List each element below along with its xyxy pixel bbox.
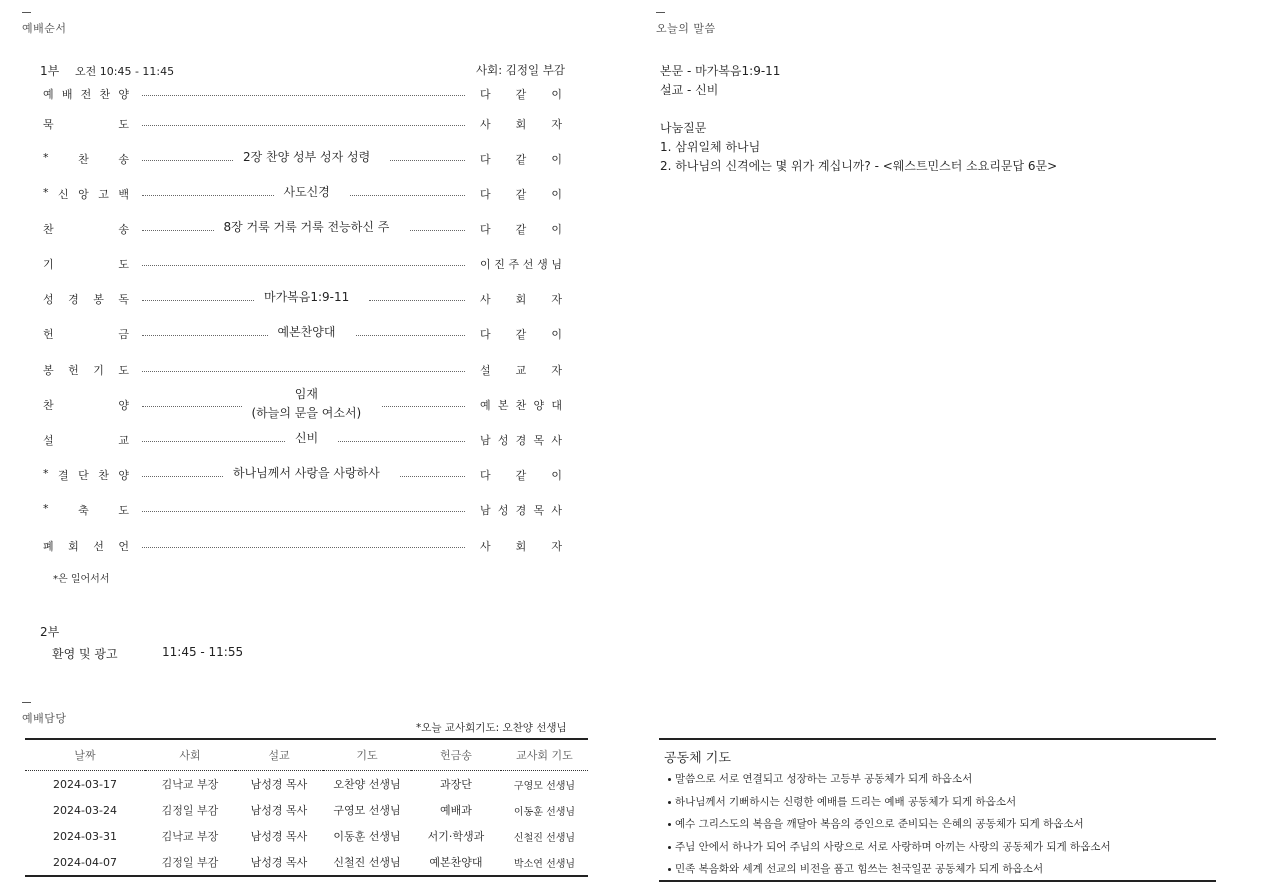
leader-dots [142, 300, 254, 301]
section-mark [22, 12, 31, 13]
order-item-leader: 예 본 찬 양 대 [480, 399, 562, 412]
section-mark [656, 12, 665, 13]
order-item-content-text: 마가복음1:9-11 [264, 290, 350, 304]
order-row [43, 256, 565, 272]
community-prayer-box [659, 738, 1216, 882]
leader-dots [142, 511, 465, 512]
table-cell: 서기·학생과 [427, 830, 485, 843]
table-cell: 오찬양 선생님 [333, 778, 401, 791]
order-item-content [224, 218, 390, 235]
scripture-text: 본문 - 마가복음1:9-11 [660, 64, 781, 78]
order-item-label: 헌 금 [43, 328, 129, 341]
table-cell: 2024-03-24 [53, 803, 117, 817]
table-row [25, 823, 588, 849]
table-cell: 2024-03-31 [53, 829, 117, 843]
table-cell: 김정일 부감 [161, 804, 219, 817]
table-cell: 2024-04-07 [53, 855, 117, 869]
order-item-label: 폐 회 선 언 [43, 540, 129, 553]
order-item-content [284, 183, 330, 200]
order-item-label: 예 배 전 찬 양 [43, 88, 129, 101]
order-row [43, 467, 565, 483]
order-item-label: 기 도 [43, 258, 129, 271]
table-cell: 2024-03-17 [53, 777, 117, 791]
table-cell: 김정일 부감 [161, 856, 219, 869]
order-item-leader: 다 같 이 [480, 88, 562, 101]
teacher-prayer-note: *오늘 교사회기도: 오찬양 선생님 [416, 722, 567, 734]
leader-dots [142, 230, 214, 231]
order-item-leader: 다 같 이 [480, 469, 562, 482]
questions-title: 나눔질문 [660, 121, 707, 135]
order-row [43, 502, 565, 518]
word-section-title: 오늘의 말씀 [656, 22, 716, 35]
leader-dots [142, 160, 233, 161]
order-item-content-text: 임재 [294, 387, 318, 401]
leader-dots [142, 125, 465, 126]
part2-item: 환영 및 광고 [52, 647, 118, 661]
order-item-content-text: 사도신경 [283, 185, 330, 199]
duty-table [25, 738, 588, 877]
order-item-leader: 다 같 이 [480, 153, 562, 166]
leader-dots [410, 230, 466, 231]
leader-dots [369, 300, 465, 301]
order-row [43, 221, 565, 237]
order-item-label: * 축 도 [43, 502, 129, 517]
leader-dots [142, 195, 274, 196]
order-row [43, 362, 565, 378]
question-1: 1. 삼위일체 하나님 [660, 140, 761, 154]
table-cell: 남성경 목사 [250, 804, 308, 817]
leader-dots [382, 406, 466, 407]
question-2: 2. 하나님의 신격에는 몇 위가 계십니까? - <웨스트민스터 소요리문답 6문> [660, 159, 1058, 173]
order-item-content [264, 288, 349, 305]
order-item-content-text: 하나님께서 사랑을 사랑하사 [233, 466, 380, 480]
part1-label: 1부 [40, 64, 60, 78]
table-cell: 남성경 목사 [250, 778, 308, 791]
order-row [43, 86, 565, 102]
table-header-row [25, 739, 588, 771]
order-item-content-text: 2장 찬양 성부 성자 성령 [243, 150, 371, 164]
order-item-leader: 사 회 자 [480, 540, 562, 553]
community-prayer-item: 민족 복음화와 세계 선교의 비전을 품고 힘쓰는 천국일꾼 공동체가 되게 하옵소서 [659, 858, 1216, 881]
table-cell: 신철진 선생님 [333, 856, 401, 869]
order-row [43, 538, 565, 554]
leader-dots [142, 371, 465, 372]
order-item-label: 묵 도 [43, 118, 129, 131]
table-cell: 김낙교 부장 [161, 778, 219, 791]
leader-dots [350, 195, 466, 196]
community-prayer-list [659, 768, 1216, 881]
header-prayer: 기도 [323, 739, 411, 771]
order-row [43, 116, 565, 132]
order-item-label: 설 교 [43, 434, 129, 447]
order-row [43, 151, 565, 167]
order-item-label: 찬 양 [43, 399, 129, 412]
community-prayer-title: 공동체 기도 [664, 751, 731, 766]
order-item-leader: 남 성 경 목 사 [480, 504, 562, 517]
header-teacher-prayer: 교사회 기도 [501, 739, 588, 771]
order-item-label: * 결 단 찬 양 [43, 467, 129, 482]
table-cell: 예배과 [440, 804, 472, 817]
order-item-leader: 다 같 이 [480, 223, 562, 236]
order-item-label: 봉 헌 기 도 [43, 364, 129, 377]
table-row [25, 849, 588, 876]
header-offering-song: 헌금송 [411, 739, 501, 771]
leader-dots [142, 547, 465, 548]
order-item-content [243, 148, 370, 165]
standing-note: *은 일어서서 [53, 574, 110, 585]
table-cell: 박소연 선생님 [513, 858, 576, 870]
order-item-leader: 사 회 자 [480, 118, 562, 131]
order-item-label: * 신 앙 고 백 [43, 186, 129, 201]
community-prayer-item: 말씀으로 서로 연결되고 성장하는 고등부 공동체가 되게 하옵소서 [659, 768, 1216, 791]
order-item-leader: 남 성 경 목 사 [480, 434, 562, 447]
order-item-label: 찬 송 [43, 223, 129, 236]
community-prayer-item: 예수 그리스도의 복음을 깨달아 복음의 증인으로 준비되는 은혜의 공동체가 되게 하옵소서 [659, 813, 1216, 836]
sermon-title: 설교 - 신비 [660, 83, 719, 97]
order-item-content-text: 8장 거룩 거룩 거룩 전능하신 주 [223, 220, 390, 234]
header-date: 날짜 [25, 739, 145, 771]
order-row [43, 432, 565, 448]
table-cell: 과장단 [440, 778, 472, 791]
leader-dots [142, 406, 242, 407]
order-item-label: * 찬 송 [43, 151, 129, 166]
part1-host: 사회: 김정일 부감 [476, 63, 565, 77]
order-section-title: 예배순서 [22, 22, 67, 35]
order-item-label: 성 경 봉 독 [43, 293, 129, 306]
order-item-content-text: 예본찬양대 [277, 325, 336, 339]
leader-dots [142, 335, 268, 336]
order-item-content-sub: (하늘의 문을 여소서) [251, 406, 362, 420]
order-item-content-text: 신비 [295, 431, 319, 445]
order-item-leader: 사 회 자 [480, 293, 562, 306]
table-cell: 예본찬양대 [429, 856, 483, 869]
leader-dots [142, 95, 465, 96]
leader-dots [400, 476, 465, 477]
order-item-leader: 다 같 이 [480, 188, 562, 201]
duty-section-title: 예배담당 [22, 712, 67, 725]
table-row [25, 771, 588, 798]
order-item-content [278, 323, 336, 340]
table-cell: 남성경 목사 [250, 856, 308, 869]
order-row [43, 326, 565, 342]
order-item-leader: 다 같 이 [480, 328, 562, 341]
table-cell: 구영모 선생님 [513, 780, 576, 792]
order-row [43, 186, 565, 202]
part2-label: 2부 [40, 625, 60, 639]
order-row [43, 387, 565, 420]
community-prayer-item: 주님 안에서 하나가 되어 주님의 사랑으로 서로 사랑하며 아끼는 사랑의 공동체가 되게 하옵소서 [659, 836, 1216, 859]
section-mark [22, 702, 31, 703]
part1-time: 오전 10:45 - 11:45 [75, 65, 175, 78]
leader-dots [390, 160, 465, 161]
leader-dots [142, 441, 285, 442]
leader-dots [142, 476, 223, 477]
table-cell: 이동훈 선생님 [513, 806, 576, 818]
order-item-leader: 설 교 자 [480, 364, 562, 377]
leader-dots [356, 335, 466, 336]
table-cell: 남성경 목사 [250, 830, 308, 843]
order-item-content [233, 464, 380, 481]
order-row [43, 291, 565, 307]
community-prayer-item: 하나님께서 기뻐하시는 신령한 예배를 드리는 예배 공동체가 되게 하옵소서 [659, 791, 1216, 814]
order-item-leader: 이 진 주 선 생 님 [480, 258, 562, 271]
leader-dots [142, 265, 465, 266]
order-item-content [295, 429, 318, 446]
leader-dots [338, 441, 465, 442]
table-cell: 신철진 선생님 [513, 832, 576, 844]
table-cell: 김낙교 부장 [161, 830, 219, 843]
part2-time: 11:45 - 11:55 [162, 645, 244, 659]
header-host: 사회 [145, 739, 235, 771]
table-row [25, 797, 588, 823]
table-cell: 이동훈 선생님 [333, 830, 401, 843]
table-cell: 구영모 선생님 [333, 804, 401, 817]
order-item-content [252, 385, 362, 423]
header-sermon: 설교 [235, 739, 323, 771]
